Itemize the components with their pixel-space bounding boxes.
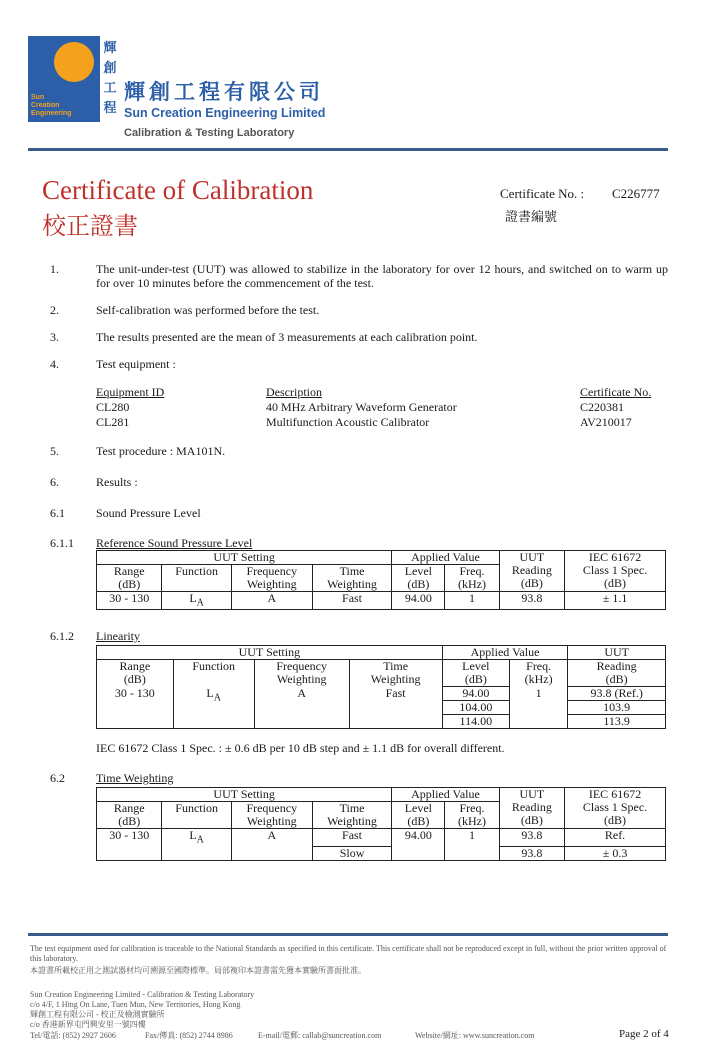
- linearity-table: [96, 645, 666, 729]
- item-text: Results :: [96, 475, 138, 489]
- equipment-description: Multifunction Acoustic Calibrator: [266, 415, 430, 429]
- equipment-certificate: C220381: [580, 400, 625, 414]
- disclaimer-cn: 本證書所載校正用之測試器材均可溯源至國際標準。局部複印本證書需先獲本實驗所書面批准。: [30, 966, 366, 975]
- item-text: Test equipment :: [96, 357, 176, 371]
- freq-weighting-header: Frequency Weighting: [231, 565, 312, 592]
- table-row: 30 - 130 $L_A$ A Fast 94.00 1 93.8 ± 1.1: [97, 592, 666, 610]
- equipment-id: CL280: [96, 400, 130, 414]
- applied-value-header: Applied Value: [392, 551, 499, 565]
- lab-name: Calibration & Testing Laboratory: [124, 127, 295, 139]
- header-rule: [28, 148, 668, 151]
- address-line: 輝創工程有限公司 - 校正及檢測實驗所: [30, 1010, 165, 1019]
- range-header: Range (dB): [97, 660, 174, 687]
- uut-reading-header: UUT Reading (dB): [499, 788, 564, 829]
- level-header: Level (dB): [442, 660, 509, 687]
- section-number: 6.2: [50, 771, 65, 785]
- table-row: 30 - 130 $L_A$ A Fast 94.00 1 93.8 (Ref.): [97, 687, 666, 701]
- item-text: Test procedure : MA101N.: [96, 444, 226, 458]
- certificate-no-value: C226777: [612, 186, 660, 201]
- item-text: The unit-under-test (UUT) was allowed to stabilize in the laboratory for over 12 hours, and switched on to warm up for over 10 minutes before the commencement of the test.: [96, 262, 668, 290]
- email: E-mail/電郵: callab@suncreation.com: [258, 1031, 382, 1040]
- certificate-no-label: Certificate No. :: [500, 186, 585, 201]
- item-number: 3.: [50, 330, 59, 344]
- function-header: Function: [162, 565, 231, 592]
- item-number: 6.: [50, 475, 59, 489]
- uut-setting-header: UUT Setting: [97, 551, 392, 565]
- item-number: 4.: [50, 357, 59, 371]
- item-text: Sound Pressure Level: [96, 506, 201, 520]
- equipment-description: 40 MHz Arbitrary Waveform Generator: [266, 400, 457, 414]
- company-name-cn: 輝創工程有限公司: [124, 80, 324, 104]
- freq-weighting-header: Frequency Weighting: [231, 802, 312, 829]
- address-line: Sun Creation Engineering Limited - Calibration & Testing Laboratory: [30, 990, 255, 999]
- iec-spec-header: IEC 61672 Class 1 Spec. (dB): [565, 788, 666, 829]
- linearity-spec-note: IEC 61672 Class 1 Spec. : ± 0.6 dB per 10 dB step and ± 1.1 dB for overall different.: [96, 741, 505, 755]
- equipment-certificate: AV210017: [580, 415, 632, 429]
- table-row: 104.00 103.9: [97, 701, 666, 715]
- applied-value-header: Applied Value: [442, 646, 568, 660]
- address-line: c/o 4/F, 1 Hing On Lane, Tuen Mun, New Territories, Hong Kong: [30, 1000, 241, 1009]
- freq-header: Freq. (kHz): [445, 802, 499, 829]
- website: Website/網址: www.suncreation.com: [415, 1031, 535, 1040]
- reference-spl-table: [96, 550, 666, 610]
- logo-chinese-text: 輝 創 工 程: [103, 40, 117, 115]
- uut-setting-header: UUT Setting: [97, 788, 392, 802]
- item-number: 6.1: [50, 506, 65, 520]
- logo-sun-icon: [54, 42, 94, 82]
- fax: Fax/傳真: (852) 2744 8986: [145, 1031, 233, 1040]
- item-number: 2.: [50, 303, 59, 317]
- applied-value-header: Applied Value: [392, 788, 499, 802]
- company-logo: [28, 36, 120, 122]
- table-row: Slow 93.8 ± 0.3: [97, 846, 666, 860]
- certificate-title-en: Certificate of Calibration: [42, 175, 314, 205]
- footer-rule: [28, 933, 668, 936]
- equipment-header-description: Description: [266, 385, 322, 399]
- range-header: Range (dB): [97, 802, 162, 829]
- time-weighting-header: Time Weighting: [349, 660, 442, 687]
- function-header: Function: [162, 802, 231, 829]
- range-header: Range (dB): [97, 565, 162, 592]
- level-header: Level (dB): [392, 565, 445, 592]
- disclaimer-en: The test equipment used for calibration is traceable to the National Standards as specified in this certificate. This certificate shall not be reproduced except in full, without the prior written approval of this laboratory.: [30, 944, 667, 963]
- time-weighting-header: Time Weighting: [312, 565, 392, 592]
- uut-reading-header: UUT Reading (dB): [499, 551, 564, 592]
- item-text: Self-calibration was performed before the test.: [96, 303, 320, 317]
- level-header: Level (dB): [392, 802, 445, 829]
- uut-setting-header: UUT Setting: [97, 646, 443, 660]
- uut-reading-header: UUT: [568, 646, 666, 660]
- logo-english-text: Sun Creation Engineering: [31, 94, 72, 117]
- uut-reading-subheader: Reading (dB): [568, 660, 666, 687]
- section-title: Reference Sound Pressure Level: [96, 536, 253, 550]
- section-number: 6.1.1: [50, 536, 74, 550]
- telephone: Tel/電話: (852) 2927 2606: [30, 1031, 116, 1040]
- company-name-en: Sun Creation Engineering Limited: [124, 106, 326, 120]
- section-title: Linearity: [96, 629, 140, 643]
- freq-header: Freq. (kHz): [509, 660, 567, 687]
- freq-header: Freq. (kHz): [445, 565, 499, 592]
- equipment-header-certificate: Certificate No.: [580, 385, 652, 399]
- time-weighting-table: [96, 787, 666, 861]
- freq-weighting-header: Frequency Weighting: [254, 660, 349, 687]
- item-number: 5.: [50, 444, 59, 458]
- table-row: 114.00 113.9: [97, 715, 666, 729]
- section-title: Time Weighting: [96, 771, 174, 785]
- equipment-id: CL281: [96, 415, 130, 429]
- section-number: 6.1.2: [50, 629, 74, 643]
- address-line: c/o 香港新界屯門興安里一號四樓: [30, 1020, 146, 1029]
- item-number: 1.: [50, 262, 59, 276]
- iec-spec-header: IEC 61672 Class 1 Spec. (dB): [565, 551, 666, 592]
- certificate-no-label-cn: 證書編號: [505, 209, 558, 224]
- equipment-header-id: Equipment ID: [96, 385, 165, 399]
- function-header: Function: [173, 660, 254, 687]
- table-row: 30 - 130 $L_A$ A Fast 94.00 1 93.8 Ref.: [97, 829, 666, 847]
- page-number: Page 2 of 4: [619, 1028, 669, 1040]
- certificate-title-cn: 校正證書: [42, 214, 138, 240]
- item-text: The results presented are the mean of 3 measurements at each calibration point.: [96, 330, 478, 344]
- time-weighting-header: Time Weighting: [312, 802, 392, 829]
